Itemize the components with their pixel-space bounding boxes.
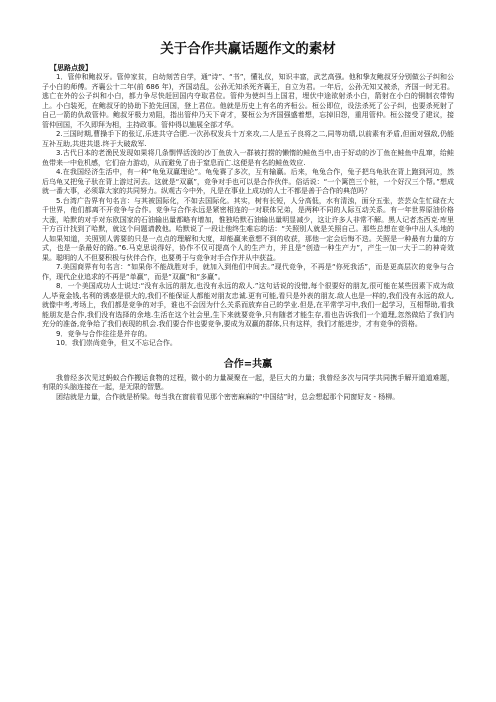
- closing-paragraph-1: 我曾经多次见过蚂蚁合作搬运食物的过程，微小的力量凝聚在一起，是巨大的力量；我曾经多次与同学共同携手解开道道难题，有限的头脑连接在一起，是无限的智慧。: [42, 373, 454, 391]
- paragraph-10: 10．我们崇尚竞争，但又不忘记合作。: [56, 339, 177, 347]
- paragraph-5: 5.台湾广告界有句名言：与其被国际化，不如去国际化。其实，树有长短，人分高低，水有清浊，面分五张，芸芸众生忙碌在大千世界，他们都离不开竞争与合作。竞争与合作永远是紧密相连的一对联体兄弟，是两种不同的人际互动关系。有一年世界原油价格大涨，哈默的对手对东欧国家的石油输出量都略有增加，惟独哈默石油输出量明显减少，这让许多人非常不解。黑人记者杰西克·库里干方百计找到了哈默，就这个问题请教他。哈默说了一段让他终生难忘的话：“关照别人就是关照自己。那些总想在竞争中出人头地的人如果知道，关照别人需要的只是一点点的理解和大度，却能赢来意想不到的收获，那他一定会后悔不迭。关照是一种最有力量的方式，也是一条最好的路。”6.马克思说得好，协作不仅可提高个人的生产力，并且是“创造一种生产力”，产生一加一大于二的神奇效果。聪明的人不但要积极与伙伴合作，也要勇于与竞争对手合作并从中获益。: [42, 196, 454, 262]
- paragraph-8: 8．一个美国成功人士说过:“没有永远的朋友,也没有永远的敌人.”这句话说的没错,每个很要好的朋友,很可能在某些因素下成为敌人,毕竟金钱,名利的诱惑是很大的,我们不能保证人都能对朋友忠诚.更有可能,看只是外表的朋友.敌人也是一样的,我们没有永远的敌人,就像中考,考场上，我们都是竞争的对手，谁也不会因为什么关系而放弃自己的学业.但是,在平常学习中,我们一起学习，互相帮助,看我能朋友是合作,我们没有选择的余地.生活在这个社会里,生下来就要竞争,只有随者才能生存,看也告诉我们一个道理,忽然做给了我们内充分的准备,竞争给了我们表现的机会.我们要合作也要竞争,要成为双赢的群体,只有这样，我们才能进步，才有竞争的资格。: [42, 282, 454, 328]
- section-heading: 【思路点拨】: [50, 64, 92, 72]
- paragraph-7: 7.美国商界有句名言：“如果你不能战胜对手，就加入到他们中间去。”现代竞争，不再是“你死我活”，而是更高层次的竞争与合作，现代企业追求的不再是“单赢”，而是“双赢”和“多赢”。: [42, 263, 454, 281]
- paragraph-1: 1．管仲和鲍叔牙。管仲家贫，自幼刻苦自学，通“诗”、“书”，懂礼仪，知识丰富，武艺高强。他和挚友鲍叔牙分别做公子纠和公子小白的师傅。齐襄公十二年(前 686 年)，齐国动乱，公孙无知杀死齐襄王，自立为君。一年后，公孙无知又被杀，齐国一时无君。逃亡在外的公子纠和小白，都力争尽快赶回国内夺取君位。管仲为使纠当上国君，埋伏中途欲射杀小白，箭射在小白的铜制衣带钩上。小白装死，在鲍叔牙的协助下抢先回国，登上君位。他就是历史上有名的齐桓公。桓公即位，设法杀死了公子纠，也要杀死射了自己一箭的仇敌管仲。鲍叔牙极力劝阻，指出管仲乃天下奇才，要桓公为齐国强盛着想，忘掉旧怨，重用管仲。桓公接受了建议，接管仲回国，不久即拜为相，主持政事。管仲得以施展全部才华。: [42, 73, 454, 129]
- paragraph-9: 9．竞争与合作往往是并存的。: [56, 329, 152, 338]
- paragraph-3: 3.古代日本的老渔民发现如果将几条剽悍活泼的沙丁鱼放入一群被打捞的懒惰的鲑鱼当中,由于好动的沙丁鱼在鲑鱼中乱窜，给鲑鱼带来一中危机感，它们奋力游动，从而避免了由于窒息而亡.这便是有名的鲑鱼效应.: [42, 149, 454, 167]
- paragraph-4: 4.在我国经济生活中，有一种“龟兔双赢理论”。龟兔赛了多次，互有输赢。后来，龟兔合作，兔子把乌龟驮在背上跑到河边，然后乌龟又把兔子驮在背上游过河去。这就是“双赢”，竞争对手也可以是合作伙伴。俗话说：“一个篱笆三个桩，一个好汉三个帮。”想成就一番大事，必须靠大家的共同努力。纵观古今中外，凡是在事业上成功的人士不都是善于合作的典范吗？: [42, 168, 454, 195]
- closing-paragraph-2: 团结就是力量，合作就是桥梁。每当我在窗前看见那个密密麻麻的“中国结”时，总会想起那个同窗好友 - 杨柳。: [56, 392, 400, 401]
- document-title: 关于合作共赢话题作文的素材: [160, 41, 336, 57]
- paragraph-2: 2.三国时期,曹操手下的张辽,乐进共守合肥.一次孙权发兵十万来攻,二人是五子良将之二,同等功绩,以前素有矛盾,但面对强敌,仍能互补互助,共进共退.终于大破敌军.: [42, 130, 454, 148]
- essay-subtitle: 合作=共赢: [223, 358, 273, 370]
